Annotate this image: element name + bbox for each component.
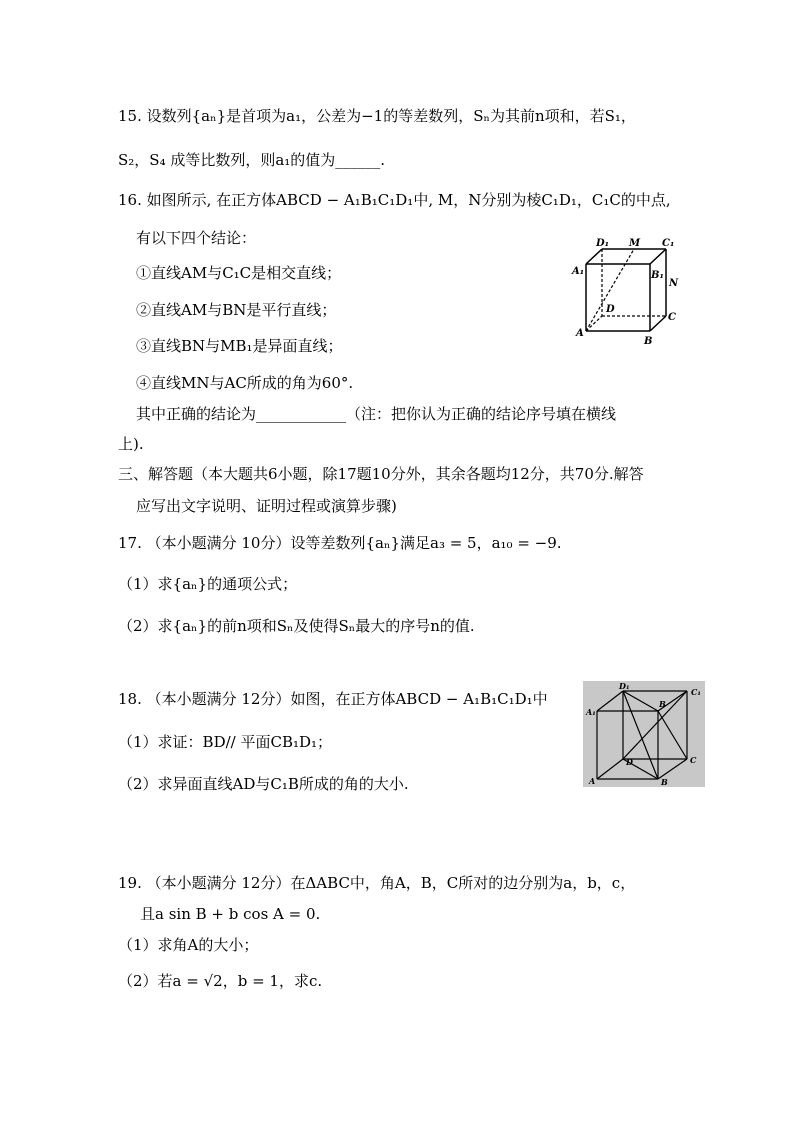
q17-line1: 17. （本小题满分 10分）设等差数列{aₙ}满足a₃ = 5，a₁₀ = −9. bbox=[118, 534, 562, 552]
label-a1: A₁ bbox=[572, 266, 585, 277]
label-c1: C₁ bbox=[662, 238, 675, 249]
label-m: M bbox=[629, 238, 641, 249]
q16-conclusion-1: ①直线AM与C₁C是相交直线； bbox=[136, 264, 342, 282]
section3-heading-line2: 应写出文字说明、证明过程或演算步骤) bbox=[136, 497, 397, 515]
q15-line1: 15. 设数列{aₙ}是首项为a₁，公差为−1的等差数列，Sₙ为其前n项和，若S₁， bbox=[118, 107, 636, 125]
q17-part1: （1）求{aₙ}的通项公式； bbox=[118, 575, 298, 593]
q16-conclusion-4: ④直线MN与AC所成的角为60°. bbox=[136, 374, 354, 392]
label-n: N bbox=[669, 278, 679, 289]
label-a: A bbox=[589, 776, 596, 786]
q19-part2: （2）若a = √2，b = 1，求c. bbox=[118, 972, 323, 990]
q16-conclusion-3: ③直线BN与MB₁是异面直线； bbox=[136, 337, 343, 355]
q19-line1: 19. （本小题满分 12分）在ΔABC中，角A，B，C所对的边分别为a，b，c， bbox=[118, 874, 636, 892]
q17-part2: （2）求{aₙ}的前n项和Sₙ及使得Sₙ最大的序号n的值. bbox=[118, 617, 475, 635]
q18-part2: （2）求异面直线AD与C₁B所成的角的大小. bbox=[118, 775, 409, 793]
edge-b1-c1 bbox=[650, 249, 666, 264]
label-c: C bbox=[668, 312, 676, 323]
label-b1: B bbox=[659, 699, 666, 709]
q16-answer-line2: 上). bbox=[118, 435, 144, 453]
q18-cube-figure bbox=[583, 681, 705, 787]
q16-conclusion-2: ②直线AM与BN是平行直线； bbox=[136, 301, 337, 319]
q16-cube-figure bbox=[566, 236, 684, 348]
segment-a-m bbox=[586, 249, 634, 331]
label-d: D bbox=[626, 757, 633, 767]
section3-heading-line1: 三、解答题（本大题共6小题，除17题10分外，其余各题均12分，共70分.解答 bbox=[118, 465, 644, 483]
q16-line1: 16. 如图所示, 在正方体ABCD − A₁B₁C₁D₁中, M，N分别为棱C₁D₁，C₁C的中点, bbox=[118, 191, 671, 209]
q16-answer-line: 其中正确的结论为____________（注：把你认为正确的结论序号填在横线 bbox=[136, 405, 617, 423]
label-d: D bbox=[606, 304, 615, 315]
edge-b-c bbox=[650, 316, 666, 331]
label-c1: C₁ bbox=[691, 687, 701, 697]
label-b1: B₁ bbox=[651, 270, 664, 281]
label-b: B bbox=[644, 336, 653, 347]
q19-line2: 且a sin B + b cos A = 0. bbox=[140, 905, 321, 923]
label-a: A bbox=[576, 328, 584, 339]
q18-line1: 18. （本小题满分 12分）如图，在正方体ABCD − A₁B₁C₁D₁中 bbox=[118, 690, 548, 708]
label-b: B bbox=[661, 777, 668, 787]
q16-line2: 有以下四个结论： bbox=[136, 229, 257, 247]
q19-part1: （1）求角A的大小； bbox=[118, 936, 259, 954]
label-a1: A₁ bbox=[586, 707, 596, 717]
label-d1: D₁ bbox=[619, 681, 630, 691]
edge-a1-d1 bbox=[586, 249, 602, 264]
label-c: C bbox=[690, 755, 697, 765]
q15-line2: S₂，S₄ 成等比数列，则a₁的值为______. bbox=[118, 151, 386, 169]
q18-part1: （1）求证：BD// 平面CB₁D₁； bbox=[118, 733, 333, 751]
label-d1: D₁ bbox=[596, 238, 610, 249]
